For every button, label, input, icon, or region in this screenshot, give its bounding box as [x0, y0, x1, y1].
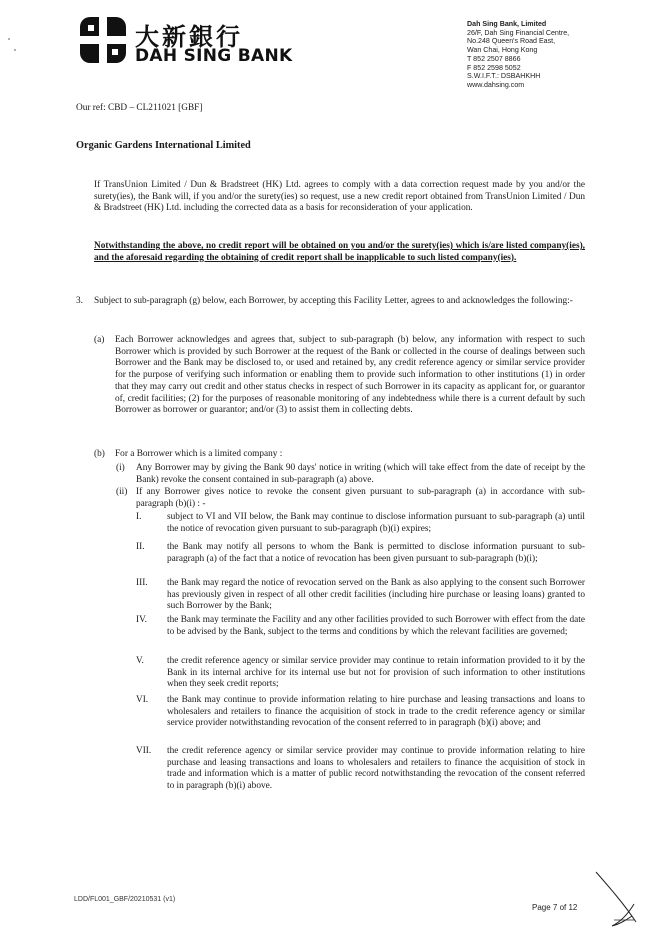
scan-speck — [8, 38, 10, 40]
subclause-b-ii-label: (ii) — [116, 487, 128, 497]
roman-item-label: VI. — [136, 695, 149, 705]
signature-mark — [590, 870, 640, 930]
roman-item-text: the Bank may regard the notice of revocation served on the Bank as also applying to the consent such Borrower has previously given in respect of all other credit facilities (including hire purchase or leasing loans) granted to such Borrower by the Bank; — [167, 578, 585, 612]
address-website: www.dahsing.com — [467, 80, 525, 89]
address-phone: T 852 2507 8866 — [467, 54, 521, 63]
subclause-a-label: (a) — [94, 335, 105, 345]
roman-item-label: I. — [136, 512, 142, 522]
address-line: No.248 Queen's Road East, — [467, 37, 556, 46]
document-code: LDD/FL001_GBF/20210531 (v1) — [74, 896, 176, 903]
address-swift: S.W.I.F.T.: DSBAHKHH — [467, 72, 541, 81]
address-fax: F 852 2598 5052 — [467, 63, 521, 72]
clause-3-text: Subject to sub-paragraph (g) below, each Borrower, by accepting this Facility Letter, agrees to and acknowledges the following:- — [94, 296, 573, 306]
clause-number: 3. — [76, 296, 83, 306]
dah-sing-logo-icon — [80, 17, 126, 63]
bank-name-chinese: 大新銀行 — [135, 23, 243, 51]
roman-item-text: the Bank may continue to provide information relating to hire purchase and leasing transactions and loans to wholesalers and retailers to finance the acquisition of stock in trade to the credit reference agency or similar service provider notwithstanding revocation of the consent referred to in paragraph (b)(i) above; and — [167, 695, 585, 729]
roman-item-label: VII. — [136, 746, 152, 756]
subclause-b-ii-text: If any Borrower gives notice to revoke the consent given pursuant to sub-paragraph (a) in accordance with sub-paragraph (b)(i) : - — [136, 487, 585, 509]
roman-item-text: the Bank may notify all persons to whom the Bank is permitted to disclose information pursuant to sub-paragraph (a) of the fact that a notice of revocation has been given pursuant to sub-paragraph (b)(i); — [167, 542, 585, 564]
subclause-b-i-text: Any Borrower may by giving the Bank 90 days' notice in writing (which will take effect from the date of receipt by the Bank) revoke the consent contained in sub-paragraph (a) above. — [136, 463, 585, 485]
bank-address-block — [467, 20, 569, 90]
address-line: Wan Chai, Hong Kong — [467, 46, 538, 55]
roman-item-label: II. — [136, 542, 145, 552]
scan-speck — [14, 49, 16, 51]
subclause-a-text: Each Borrower acknowledges and agrees that, subject to sub-paragraph (b) below, any information with respect to such Borrower which is provided by such Borrower at the request of the Bank or collected in the course of dealings between such Borrower and the Bank may be disclosed to, or used and retained by, any credit reference agency or similar service provider for the purpose of verifying such information or enabling them to provide such information to other institutions (1) in order that they may carry out credit and other status checks in respect of such Borrower in its capacity as applicant for, or guarantor of, credit facilities; (2) for the purposes of reasonable monitoring of any indebtedness while there is a current default by such Borrower as borrower or guarantor; and/or (3) to assist them in collecting debts. — [115, 335, 585, 416]
bank-name-english: DAH SING BANK — [135, 46, 293, 66]
roman-item-text: the credit reference agency or similar service provider may continue to provide information relating to hire purchase and leasing transactions and loans to wholesalers and retailers to finance the acquisition of stock in trade and information which is a matter of public record notwithstanding the revocation of the consent referred to in paragraph (b)(i) above. — [167, 746, 585, 792]
page-number: Page 7 of 12 — [532, 903, 578, 912]
addressee-company: Organic Gardens International Limited — [76, 140, 251, 151]
subclause-b-i-label: (i) — [116, 463, 125, 473]
roman-item-label: III. — [136, 578, 148, 588]
subclause-b-label: (b) — [94, 449, 105, 459]
address-line: Dah Sing Bank, Limited — [467, 20, 547, 28]
listed-company-notice: Notwithstanding the above, no credit report will be obtained on you and/or the surety(ies) which is/are listed company(ies), and the aforesaid regarding the obtaining of credit report shall be inapplicable to such listed company(ies). — [94, 241, 585, 263]
subclause-b-text: For a Borrower which is a limited company : — [115, 449, 283, 459]
credit-report-correction-paragraph: If TransUnion Limited / Dun & Bradstreet (HK) Ltd. agrees to comply with a data correction request made by you and/or the surety(ies), the Bank will, if you and/or the surety(ies) so request, use a new credit report obtained from TransUnion Limited / Dun & Bradstreet (HK) Ltd. including the corrected data as a basis for reconsideration of your application. — [94, 180, 585, 214]
roman-item-text: subject to VI and VII below, the Bank may continue to disclose information pursuant to sub-paragraph (a) until the notice of revocation given pursuant to sub-paragraph (b)(i) expires; — [167, 512, 585, 534]
roman-item-label: IV. — [136, 615, 147, 625]
roman-item-text: the credit reference agency or similar service provider may continue to retain information provided to it by the Bank in its internal archive for its internal use but not for provision of such information to other institutions when they seek credit reports; — [167, 656, 585, 690]
roman-item-label: V. — [136, 656, 144, 666]
roman-item-text: the Bank may terminate the Facility and any other facilities provided to such Borrower with effect from the date to be advised by the Bank, subject to the terms and conditions by which the relevant facilities are governed; — [167, 615, 585, 637]
address-line: 26/F, Dah Sing Financial Centre, — [467, 28, 570, 37]
our-reference: Our ref: CBD – CL211021 [GBF] — [76, 103, 203, 113]
